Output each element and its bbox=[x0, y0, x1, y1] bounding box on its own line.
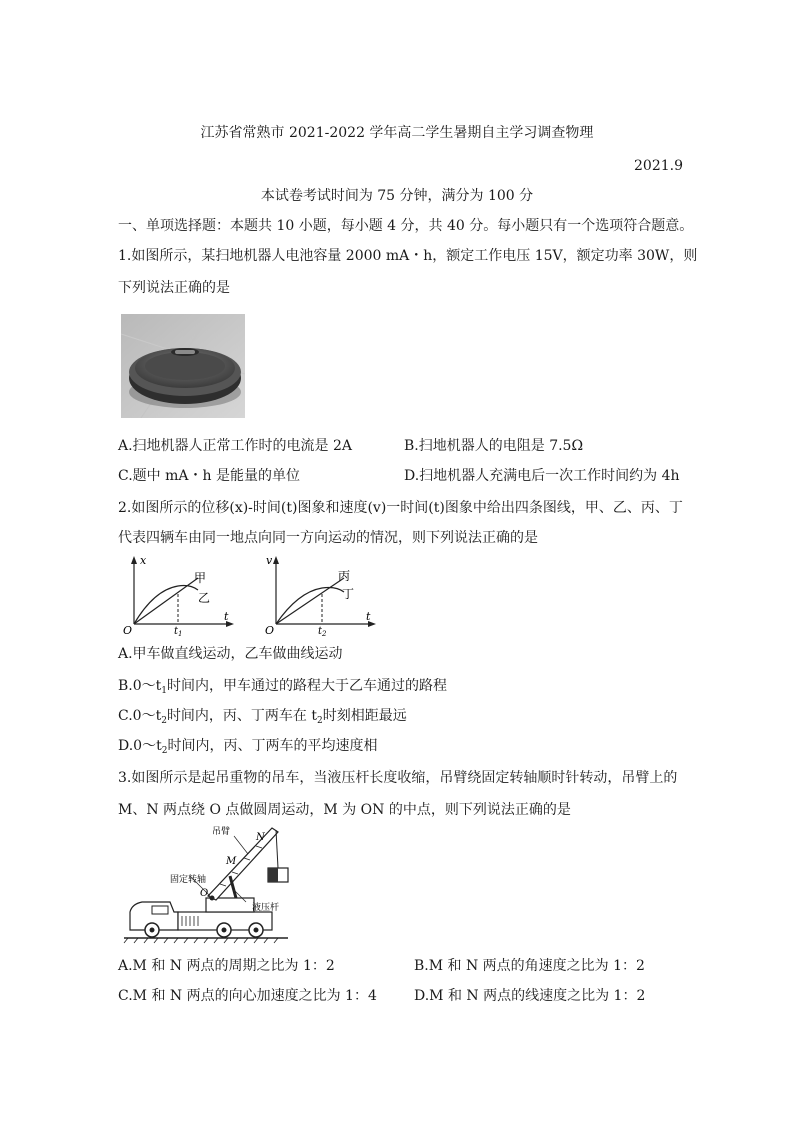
vt-curve-b bbox=[276, 588, 344, 625]
q1-option-a: A.扫地机器人正常工作时的电流是 2A bbox=[118, 438, 353, 454]
q2-stem-line1: 2.如图所示的位移(x)-时间(t)图象和速度(v)一时间(t)图象中给出四条图线，甲、乙、丙、丁 bbox=[118, 500, 683, 516]
crane-pivot-o bbox=[210, 896, 215, 901]
xt-label-yi: 乙 bbox=[198, 591, 211, 605]
vt-curve-a bbox=[276, 578, 344, 624]
q2-option-d: $D.0\sim t_2$时间内，丙、丁两车的平均速度相 bbox=[118, 738, 378, 756]
xt-graph bbox=[120, 554, 240, 636]
xt-curve-a bbox=[134, 578, 198, 624]
vt-label-bing: 丙 bbox=[338, 569, 351, 583]
xt-y-label: x bbox=[140, 554, 147, 567]
q3-option-a: A.M 和 N 两点的周期之比为 1：2 bbox=[118, 958, 335, 974]
q1-option-d: D.扫地机器人充满电后一次工作时间约为 4h bbox=[404, 468, 680, 484]
vt-y-arrow bbox=[273, 556, 279, 564]
label-o: O bbox=[200, 888, 209, 899]
crane-diagram bbox=[122, 824, 292, 944]
q1-stem-line1: 1.如图所示，某扫地机器人电池容量 2000 mA・h，额定工作电压 15V，额定功率 30W，则 bbox=[118, 248, 698, 264]
section-heading: 一、单项选择题：本题共 10 小题，每小题 4 分，共 40 分。每小题只有一个选项符合题意。 bbox=[118, 218, 694, 234]
exam-info: 本试卷考试时间为 75 分钟，满分为 100 分 bbox=[260, 188, 534, 204]
q2-option-c: $C.0\sim t_2$时间内，丙、丁两车在 $t_2$时刻相距最远 bbox=[118, 708, 407, 726]
page-title: 江苏省常熟市 2021-2022 学年高二学生暑期自主学习调查物理 bbox=[200, 125, 594, 141]
label-arm: 吊臂 bbox=[212, 827, 231, 837]
q1-option-b: B.扫地机器人的电阻是 7.5Ω bbox=[404, 438, 584, 454]
crane-cab-window bbox=[152, 906, 168, 914]
xt-t1-label: $t_1$ bbox=[174, 626, 183, 636]
q2-stem-line2: 代表四辆车由同一地点向同一方向运动的情况，则下列说法正确的是 bbox=[118, 530, 538, 546]
q3-stem-line2: M、N 两点绕 O 点做圆周运动，M 为 ON 的中点，则下列说法正确的是 bbox=[118, 802, 571, 818]
vt-graph bbox=[262, 554, 382, 636]
label-rod: 液压杆 bbox=[252, 903, 280, 913]
q3-option-b: B.M 和 N 两点的角速度之比为 1：2 bbox=[414, 958, 645, 974]
label-n: N bbox=[256, 832, 265, 843]
xt-origin-label: O bbox=[123, 624, 133, 636]
crane-cable bbox=[276, 830, 278, 868]
vt-label-ding: 丁 bbox=[342, 587, 355, 601]
xt-x-label: t bbox=[224, 610, 229, 623]
q3-option-c: C.M 和 N 两点的向心加速度之比为 1：4 bbox=[118, 988, 377, 1004]
q1-option-c: C.题中 mA・h 是能量的单位 bbox=[118, 468, 300, 484]
q2-option-a: A.甲车做直线运动，乙车做曲线运动 bbox=[118, 646, 343, 662]
robot-vacuum-photo bbox=[121, 314, 245, 418]
xt-curve-b bbox=[134, 586, 198, 625]
vt-x-label: t bbox=[366, 610, 371, 623]
xt-label-jia: 甲 bbox=[194, 571, 207, 585]
vt-origin-label: O bbox=[265, 624, 275, 636]
q1-stem-line2: 下列说法正确的是 bbox=[118, 280, 230, 296]
exam-date: 2021.9 bbox=[634, 158, 683, 174]
vt-y-label: v bbox=[266, 554, 273, 567]
xt-y-arrow bbox=[131, 556, 137, 564]
label-axis: 固定转轴 bbox=[170, 875, 207, 885]
vt-t2-label: $t_2$ bbox=[318, 626, 327, 636]
q3-option-d: D.M 和 N 两点的线速度之比为 1：2 bbox=[414, 988, 646, 1004]
crane-boom bbox=[208, 828, 278, 900]
q3-stem-line1: 3.如图所示是起吊重物的吊车，当液压杆长度收缩，吊臂绕固定转轴顺时针转动，吊臂上的 bbox=[118, 770, 678, 786]
q2-option-b: $B.0\sim t_1$时间内，甲车通过的路程大于乙车通过的路程 bbox=[118, 678, 448, 696]
label-m: M bbox=[226, 856, 237, 867]
leader-arm bbox=[234, 836, 248, 854]
